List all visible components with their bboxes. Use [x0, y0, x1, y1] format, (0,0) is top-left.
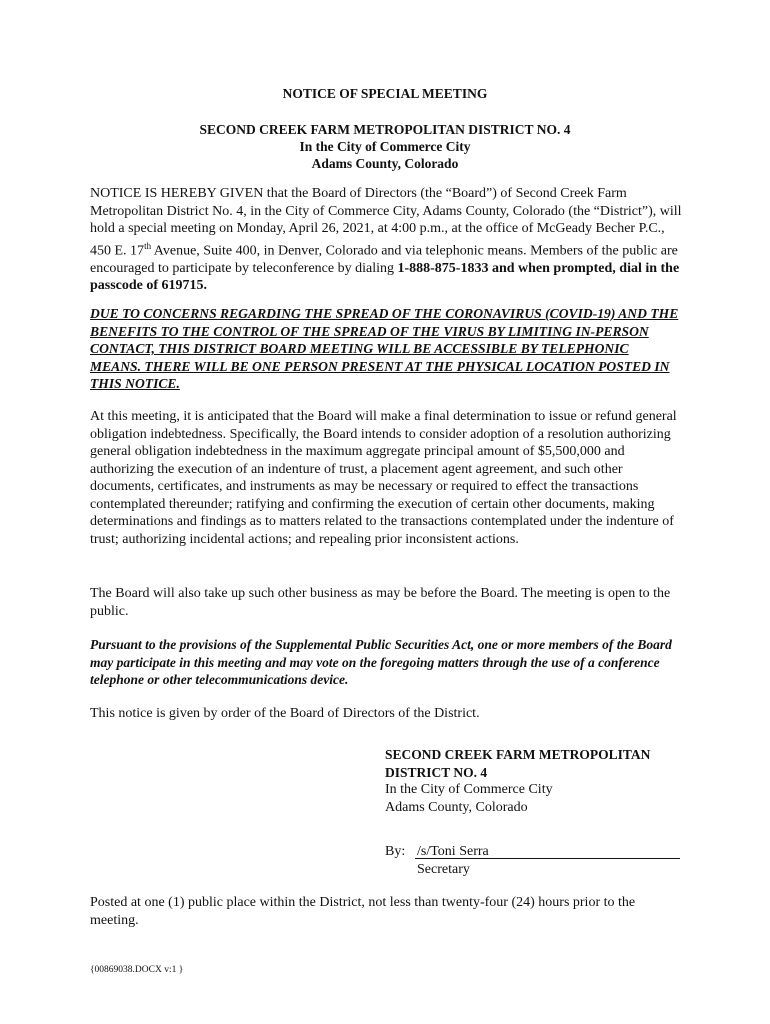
pursuant-paragraph: Pursuant to the provisions of the Supplemental Public Securities Act, one or more members of the Board may participate in this meeting and may vote on the foregoing matters through the use of a conference telephone or other telecommunications device. — [90, 637, 672, 687]
other-business-paragraph: The Board will also take up such other business as may be before the Board. The meeting is open to the public. — [90, 586, 671, 619]
notice-paragraph — [90, 185, 682, 295]
signature-district-number: DISTRICT NO. 4 — [385, 764, 488, 780]
signature-district-name: SECOND CREEK FARM METROPOLITAN — [385, 747, 651, 762]
notice-text: NOTICE IS HEREBY GIVEN that the Board of Directors (the “Board”) of Second Creek Farm Metropolitan District No. 4, in the City of Commerce City, Adams County, Colorado (the “District”), will hold a special meeting on Monday, April 26, 2021, at 4:00 p.m., at the office of McGeady Becher P.C., 450 E. 17 — [90, 186, 682, 259]
notice-dial-in-instructions: 1-888-875-1833 and when prompted, dial in the passcode of 619715. — [90, 260, 680, 294]
notice-text-continued: Avenue, Suite 400, in Denver, Colorado and via telephonic means. Members of the public are encouraged to participate by teleconference by dialing — [90, 243, 678, 276]
by-label: By: — [385, 844, 406, 859]
posted-paragraph: Posted at one (1) public place within the District, not less than twenty-four (24) hours prior to the meeting. — [90, 895, 636, 928]
document-footer-id: {00869038.DOCX v:1 } — [90, 965, 184, 975]
signer-name: /s/Toni Serra — [417, 844, 489, 859]
covid-notice: DUE TO CONCERNS REGARDING THE SPREAD OF THE CORONAVIRUS (COVID-19) AND THE BENEFITS TO THE CONTROL OF THE SPREAD OF THE VIRUS BY LIMITING IN-PERSON CONTACT, THIS DISTRICT BOARD MEETING WILL BE ACCESSIBLE BY TELEPHONIC MEANS. THERE WILL BE ONE PERSON PRESENT AT THE PHYSICAL LOCATION POSTED IN THIS NOTICE. — [90, 306, 679, 391]
signature-city: In the City of Commerce City — [385, 782, 553, 797]
signer-title: Secretary — [417, 861, 470, 877]
district-header-city: In the City of Commerce City — [299, 139, 471, 154]
signature-block — [385, 746, 685, 816]
meeting-paragraph: At this meeting, it is anticipated that the Board will make a final determination to issue or refund general obligation indebtedness. Specifically, the Board intends to consider adoption of a resolution authorizing general obligation indebtedness in the maximum aggregate principal amount of $5,500,000 and authorizing the execution of an indenture of trust, a placement agent agreement, and such other documents, certificates, and instruments as may be necessary or required to effect the transactions contemplated thereunder; ratifying and confirming the execution of certain other documents, making determinations and findings as to matters related to the transactions contemplated under the indenture of trust; authorizing incidental actions; and repealing prior inconsistent actions. — [90, 409, 677, 547]
given-by-paragraph: This notice is given by order of the Board of Directors of the District. — [90, 706, 480, 721]
district-header-name: SECOND CREEK FARM METROPOLITAN DISTRICT NO. 4 — [199, 122, 571, 137]
notice-superscript: th — [144, 240, 152, 251]
page-title: NOTICE OF SPECIAL MEETING — [282, 86, 488, 101]
district-header-county: Adams County, Colorado — [311, 156, 459, 171]
signature-county: Adams County, Colorado — [385, 799, 528, 815]
signature-rule — [415, 858, 680, 859]
